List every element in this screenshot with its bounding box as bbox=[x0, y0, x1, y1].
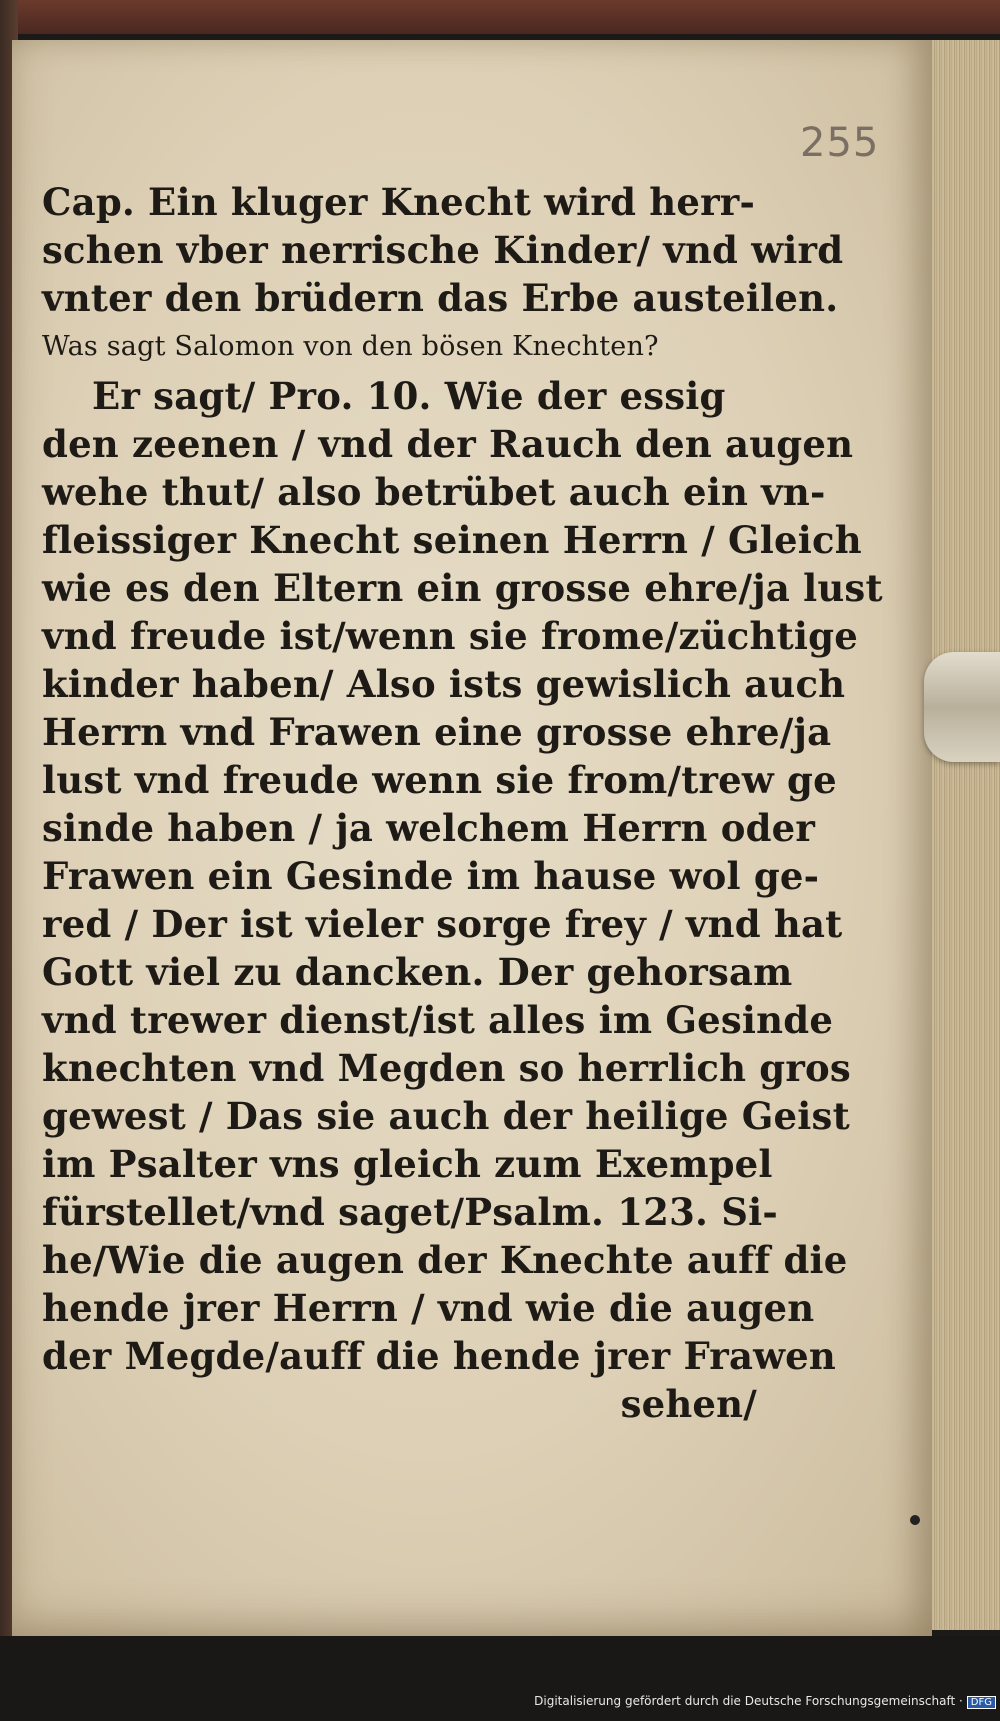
text-line: vnd freude ist/wenn sie frome/züchtige bbox=[42, 614, 858, 658]
text-line: wie es den Eltern ein grosse ehre/ja lust bbox=[42, 566, 883, 610]
text-line: der Megde/auff die hende jrer Frawen bbox=[42, 1334, 837, 1378]
question-line: Was sagt Salomon von den bösen Knechten? bbox=[42, 331, 659, 362]
text-line: im Psalter vns gleich zum Exempel bbox=[42, 1142, 773, 1186]
page-number: 255 bbox=[800, 120, 880, 166]
text-line: schen vber nerrische Kinder/ vnd wird bbox=[42, 228, 844, 272]
clip-holder bbox=[924, 652, 1000, 762]
footer-text: Digitalisierung gefördert durch die Deutsche Forschungsgemeinschaft · bbox=[534, 1694, 963, 1708]
text-line: sinde haben / ja welchem Herrn oder bbox=[42, 806, 816, 850]
text-line: fleissiger Knecht seinen Herrn / Gleich bbox=[42, 518, 862, 562]
text-line: Frawen ein Gesinde im hause wol ge- bbox=[42, 854, 820, 898]
text-line: vnd trewer dienst/ist alles im Gesinde bbox=[42, 998, 834, 1042]
text-line: lust vnd freude wenn sie from/trew ge bbox=[42, 758, 837, 802]
ink-dot bbox=[910, 1515, 920, 1525]
text-line: vnter den brüdern das Erbe austeilen. bbox=[42, 276, 839, 320]
catchword: sehen/ bbox=[620, 1382, 757, 1426]
text-line: knechten vnd Megden so herrlich gros bbox=[42, 1046, 851, 1090]
text-line: wehe thut/ also betrübet auch ein vn- bbox=[42, 470, 826, 514]
text-line: fürstellet/vnd saget/Psalm. 123. Si- bbox=[42, 1190, 778, 1234]
funding-footer bbox=[534, 1694, 996, 1709]
text-line: Cap. Ein kluger Knecht wird herr- bbox=[42, 180, 756, 224]
text-line: Gott viel zu dancken. Der gehorsam bbox=[42, 950, 793, 994]
text-line: hende jrer Herrn / vnd wie die augen bbox=[42, 1286, 815, 1330]
text-line: den zeenen / vnd der Rauch den augen bbox=[42, 422, 854, 466]
text-line: Er sagt/ Pro. 10. Wie der essig bbox=[92, 374, 726, 418]
text-line: he/Wie die augen der Knechte auff die bbox=[42, 1238, 848, 1282]
text-line: gewest / Das sie auch der heilige Geist bbox=[42, 1094, 850, 1138]
text-line: red / Der ist vieler sorge frey / vnd hat bbox=[42, 902, 843, 946]
book-cover-top bbox=[0, 0, 1000, 34]
page-edges bbox=[925, 40, 1000, 1630]
text-block bbox=[42, 178, 883, 1428]
text-line: Herrn vnd Frawen eine grosse ehre/ja bbox=[42, 710, 832, 754]
text-line: kinder haben/ Also ists gewislich auch bbox=[42, 662, 846, 706]
dfg-logo: DFG bbox=[967, 1696, 996, 1709]
